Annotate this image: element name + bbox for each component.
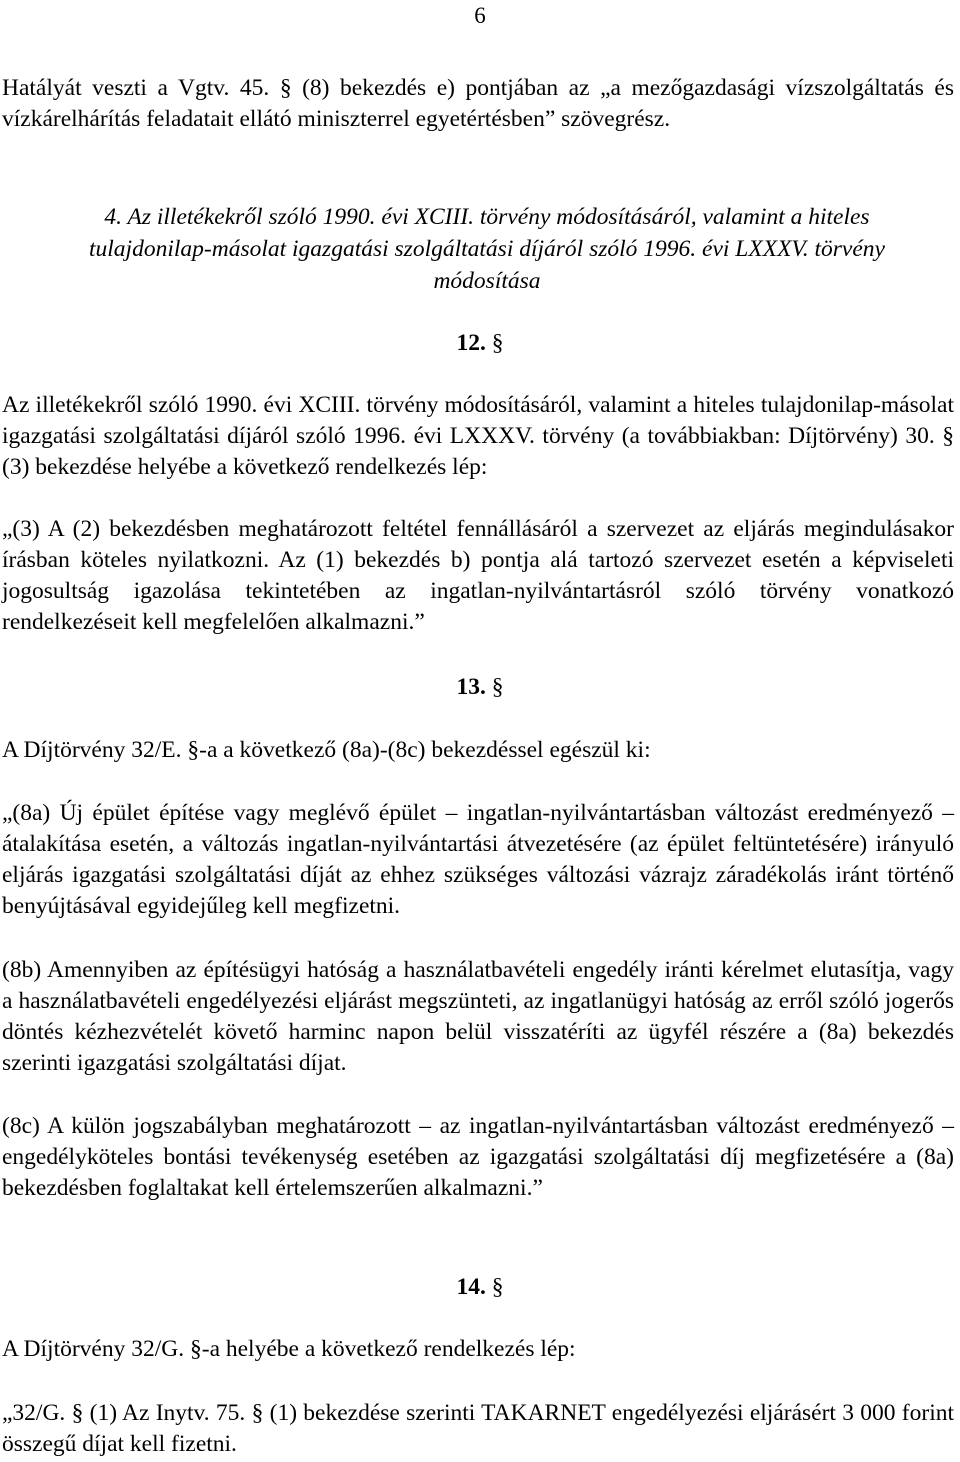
section-14-intro: A Díjtörvény 32/G. §-a helyébe a következő rendelkezés lép: [2,1336,576,1362]
section-13-paragraph-8c: (8c) A külön jogszabályban meghatározott – az ingatlan-nyilvántartásban változást eredményező – engedélyköteles bontási tevékenység esetében az igazgatási szolgáltatási díj megfizetésére a (8a) bekezdésben foglaltakat kell értelemszerűen alkalmazni.” [2,1113,954,1201]
section-number: 12. [456,330,486,356]
page-number: 6 [474,3,486,28]
section-13-intro: A Díjtörvény 32/E. §-a a következő (8a)-(8c) bekezdéssel egészül ki: [2,737,651,763]
intro-paragraph: Hatályát veszti a Vgtv. 45. § (8) bekezdés e) pontjában az „a mezőgazdasági vízszolgáltatás és vízkárelhárítás feladatait ellátó miniszterrel egyetértésben” szövegrész. [2,75,954,132]
section-symbol: § [491,1274,504,1300]
chapter-heading: 4. Az illetékekről szóló 1990. évi XCIII. törvény módosításáról, valamint a hiteles tulajdonilap-másolat igazgatási szolgáltatási díjáról szóló 1996. évi LXXXV. törvény módosítása [89,204,885,294]
section-number: 14. [456,1274,486,1300]
section-13-paragraph-8b: (8b) Amennyiben az építésügyi hatóság a használatbavételi engedély iránti kérelmet elutasítja, vagy a használatbavételi engedélyezési eljárást megszünteti, az ingatlanügyi hatóság az erről szóló jogerős döntés kézhezvételét követő harminc napon belül visszatéríti az ügyfél részére a (8a) bekezdés szerinti igazgatási szolgáltatási díjat. [2,957,954,1076]
section-heading-12 [0,328,960,359]
section-heading-14 [0,1272,960,1303]
section-number: 13. [456,674,486,700]
section-12-intro: Az illetékekről szóló 1990. évi XCIII. törvény módosításáról, valamint a hiteles tulajdonilap-másolat igazgatási szolgáltatási díjáról szóló 1996. évi LXXXV. törvény (a továbbiakban: Díjtörvény) 30. § (3) bekezdése helyébe a következő rendelkezés lép: [2,392,954,480]
section-symbol: § [491,330,504,356]
section-symbol: § [491,674,504,700]
section-heading-13 [0,672,960,703]
section-14-quote: „32/G. § (1) Az Inytv. 75. § (1) bekezdése szerinti TAKARNET engedélyezési eljárásért 3 000 forint összegű díjat kell fizetni. [2,1400,954,1457]
section-13-paragraph-8a: „(8a) Új épület építése vagy meglévő épület – ingatlan-nyilvántartásban változást eredményező – átalakítása esetén, a változás ingatlan-nyilvántartási átvezetésére (az épület feltüntetésére) irányuló eljárás igazgatási szolgáltatási díját az ehhez szükséges változási vázrajz záradékolás iránt történő benyújtásával egyidejűleg kell megfizetni. [2,800,954,919]
section-12-quote: „(3) A (2) bekezdésben meghatározott feltétel fennállásáról a szervezet az eljárás megindulásakor írásban köteles nyilatkozni. Az (1) bekezdés b) pontja alá tartozó szervezet esetén a képviseleti jogosultság igazolása tekintetében az ingatlan-nyilvántartásról szóló törvény vonatkozó rendelkezéseit kell megfelelően alkalmazni.” [2,516,954,635]
